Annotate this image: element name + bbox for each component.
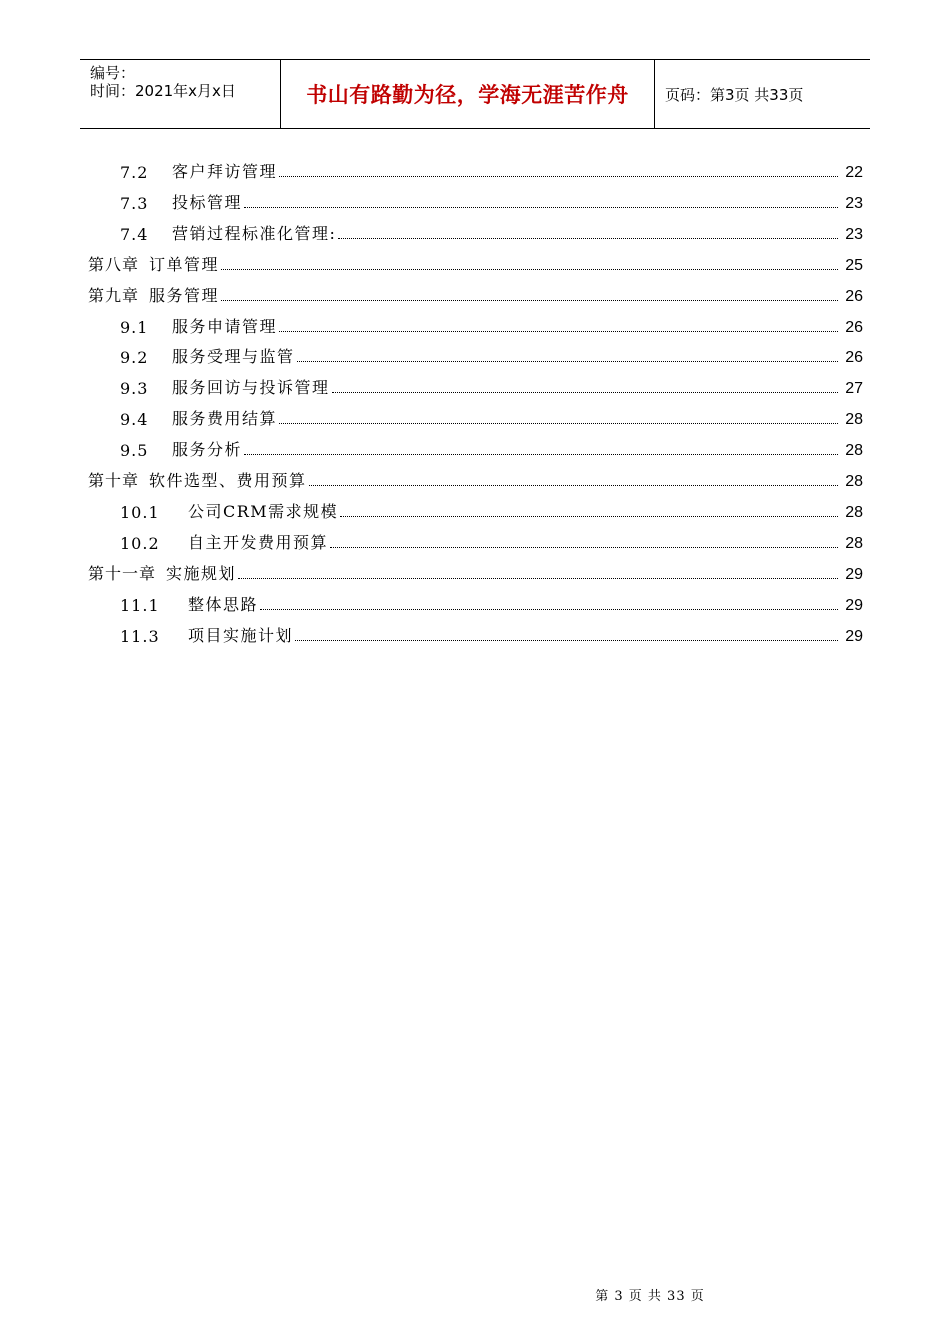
toc-entry-page: 22: [845, 164, 863, 181]
header-meta: [80, 60, 281, 128]
page-header: [80, 59, 870, 129]
toc-leader-dots: [332, 392, 838, 393]
toc-entry-title: 服务受理与监管: [172, 347, 295, 367]
toc-entry-number: 9.1: [120, 317, 149, 337]
toc-entry-title: 公司CRM需求规模: [188, 501, 339, 521]
toc-leader-dots: [340, 516, 838, 517]
toc-entry-page: 29: [845, 596, 863, 614]
toc-entry[interactable]: [120, 152, 863, 182]
toc-entry[interactable]: [120, 616, 863, 646]
toc-entry[interactable]: [120, 585, 863, 615]
toc-entry-page: 28: [845, 534, 863, 552]
toc-entry-number: 第十章: [88, 471, 140, 490]
toc-leader-dots: [260, 609, 838, 610]
toc-entry-number: 第九章: [88, 285, 140, 305]
toc-entry-number: 10.1: [120, 502, 160, 522]
document-time: 时间：2021年x月x日: [90, 82, 236, 100]
toc-leader-dots: [330, 547, 838, 548]
toc-leader-dots: [279, 423, 838, 424]
toc-entry-title: 服务分析: [172, 440, 243, 460]
toc-leader-dots: [238, 578, 838, 579]
toc-entry-number: 10.2: [120, 533, 160, 553]
toc-entry-title: 订单管理: [149, 254, 220, 274]
toc-entry-title: 整体思路: [188, 594, 259, 614]
toc-entry-title: 服务申请管理: [172, 316, 278, 336]
page-footer: 第 3 页 共 33 页: [595, 1289, 705, 1304]
toc-entry[interactable]: [88, 461, 863, 491]
toc-entry-page: 26: [845, 349, 863, 367]
toc-entry-page: 28: [845, 442, 863, 460]
toc-entry-page: 29: [845, 565, 863, 583]
toc-leader-dots: [338, 238, 838, 239]
toc-leader-dots: [244, 207, 838, 208]
toc-leader-dots: [221, 269, 838, 270]
header-page-info: 页码：第3页 共33页: [665, 85, 804, 104]
toc-entry-page: 23: [845, 225, 863, 243]
toc-entry-title: 服务管理: [149, 285, 220, 305]
toc-leader-dots: [295, 640, 838, 641]
toc-entry-title: 自主开发费用预算: [188, 532, 329, 552]
toc-entry-number: 第十一章: [88, 563, 157, 583]
toc-entry-title: 营销过程标准化管理:: [172, 223, 337, 243]
toc-entry-number: 9.2: [120, 348, 149, 368]
toc-entry-title: 实施规划: [166, 563, 237, 583]
toc-entry-number: 9.4: [120, 410, 149, 430]
document-number-label: 编号：: [90, 64, 136, 82]
toc-entry[interactable]: [88, 554, 863, 584]
toc-entry-page: 23: [845, 194, 863, 212]
toc-entry-number: 7.3: [120, 193, 149, 213]
toc-entry[interactable]: [120, 368, 863, 398]
toc-entry-number: 9.3: [120, 379, 149, 399]
toc-entry-page: 29: [845, 627, 863, 645]
toc-leader-dots: [309, 485, 838, 486]
toc-entry-page: 28: [845, 473, 863, 490]
toc-entry-title: 服务费用结算: [172, 409, 278, 429]
toc-entry-title: 软件选型、费用预算: [149, 471, 307, 490]
toc-entry[interactable]: [120, 399, 863, 429]
toc-entry[interactable]: [88, 276, 863, 306]
toc-entry-number: 7.4: [120, 224, 149, 244]
toc-entry[interactable]: [120, 183, 863, 213]
toc-entry-title: 客户拜访管理: [172, 162, 278, 181]
header-motto: 书山有路勤为径，学海无涯苦作舟: [281, 60, 655, 128]
toc-leader-dots: [244, 454, 838, 455]
toc-entry-number: 11.3: [120, 626, 160, 646]
toc-entry[interactable]: [120, 492, 863, 522]
toc-entry[interactable]: [120, 307, 863, 337]
toc-leader-dots: [279, 176, 838, 177]
toc-leader-dots: [221, 300, 838, 301]
toc-leader-dots: [297, 361, 838, 362]
toc-entry-page: 26: [845, 287, 863, 305]
toc-entry-title: 项目实施计划: [188, 625, 294, 645]
toc-entry-page: 26: [845, 318, 863, 336]
toc-entry-number: 7.2: [120, 163, 149, 182]
toc-entry-page: 27: [845, 380, 863, 398]
toc-entry[interactable]: [120, 430, 863, 460]
toc-entry-title: 服务回访与投诉管理: [172, 378, 330, 398]
toc-entry-number: 11.1: [120, 595, 160, 615]
toc-entry[interactable]: [88, 245, 863, 275]
toc-entry-page: 28: [845, 411, 863, 429]
toc-entry-number: 9.5: [120, 441, 149, 461]
toc-entry[interactable]: [120, 214, 863, 244]
toc-entry[interactable]: [120, 337, 863, 367]
toc-entry-title: 投标管理: [172, 192, 243, 212]
toc-entry-number: 第八章: [88, 254, 140, 274]
toc-entry-page: 28: [845, 503, 863, 521]
toc-entry-page: 25: [845, 256, 863, 274]
toc-leader-dots: [279, 331, 838, 332]
toc-entry[interactable]: [120, 523, 863, 553]
